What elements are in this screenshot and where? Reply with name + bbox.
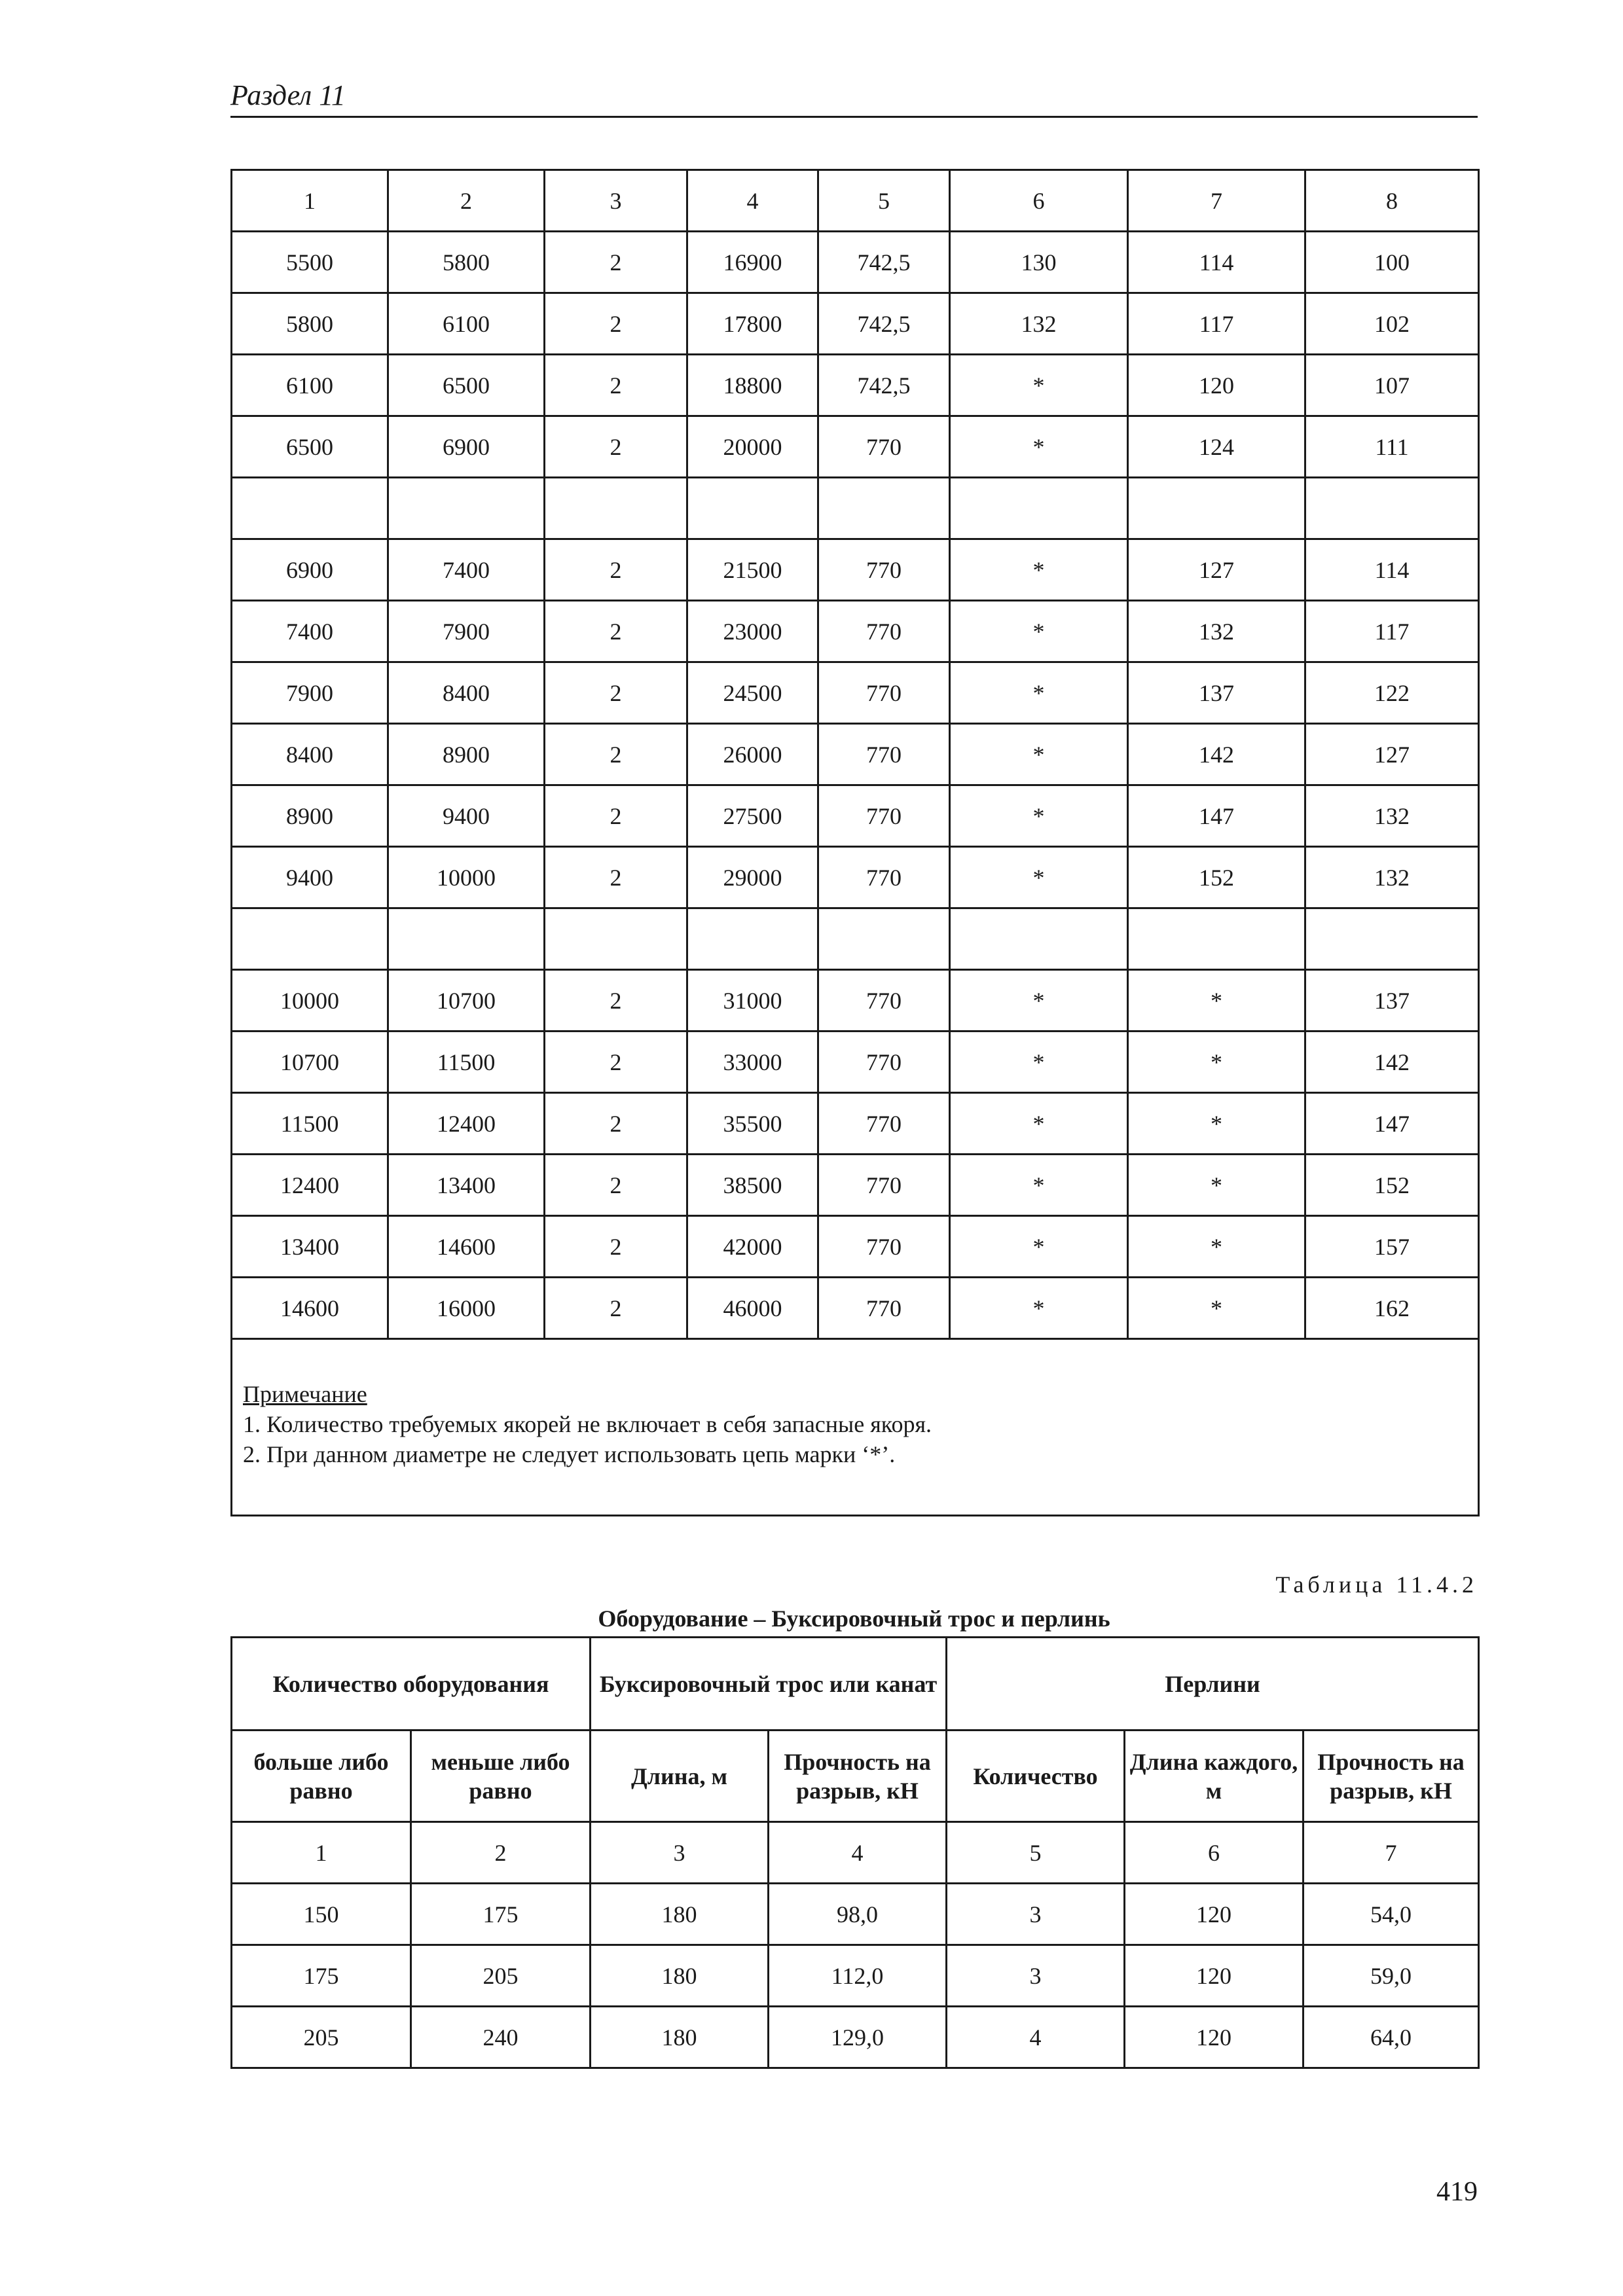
- header-hawsers: Перлини: [947, 1638, 1479, 1731]
- table-cell: [545, 908, 687, 970]
- table-cell: 6900: [232, 539, 388, 601]
- header-hawser-breaking-strength: Прочность на разрыв, кН: [1304, 1731, 1479, 1822]
- table-cell: 21500: [687, 539, 818, 601]
- table-cell: 2: [545, 1093, 687, 1155]
- table-cell: 9400: [232, 847, 388, 908]
- table-cell: 8: [1305, 170, 1479, 232]
- table-cell: 157: [1305, 1216, 1479, 1278]
- table-cell: 54,0: [1304, 1884, 1479, 1945]
- table-row: [232, 970, 1479, 1031]
- table-row: [232, 1216, 1479, 1278]
- table-cell: [687, 908, 818, 970]
- table-cell: 132: [1305, 847, 1479, 908]
- table-row: [232, 1031, 1479, 1093]
- table-cell: 120: [1125, 1884, 1304, 1945]
- table-cell: 175: [232, 1945, 411, 2007]
- table-cell: 14600: [388, 1216, 545, 1278]
- table-cell: 770: [818, 970, 950, 1031]
- table-row: [232, 847, 1479, 908]
- table-cell: 111: [1305, 416, 1479, 478]
- table-cell: 2: [545, 724, 687, 785]
- table-cell: *: [1128, 1278, 1305, 1339]
- table-cell: 11500: [232, 1093, 388, 1155]
- table-cell: 10700: [232, 1031, 388, 1093]
- table-cell: 13400: [232, 1216, 388, 1278]
- table-cell: 147: [1305, 1093, 1479, 1155]
- table-cell: 2: [545, 1216, 687, 1278]
- table-cell: 5: [947, 1822, 1125, 1884]
- table-cell: 770: [818, 662, 950, 724]
- table-cell: 137: [1128, 662, 1305, 724]
- table-cell: 770: [818, 539, 950, 601]
- table-cell: 8400: [232, 724, 388, 785]
- header-equipment-count: Количество оборудования: [232, 1638, 591, 1731]
- table-cell: 2: [388, 170, 545, 232]
- table-cell: 770: [818, 1216, 950, 1278]
- table-cell: 7: [1128, 170, 1305, 232]
- table-row: [232, 293, 1479, 355]
- table-cell: 7400: [232, 601, 388, 662]
- table-cell: 742,5: [818, 293, 950, 355]
- table-cell: 42000: [687, 1216, 818, 1278]
- table-cell: 2: [545, 1155, 687, 1216]
- table-cell: 8900: [232, 785, 388, 847]
- table-cell: 6: [950, 170, 1128, 232]
- table-cell: 2: [545, 1031, 687, 1093]
- table-cell: 98,0: [769, 1884, 947, 1945]
- table-cell: 8900: [388, 724, 545, 785]
- table-row: [232, 1884, 1479, 1945]
- table-cell: 6100: [388, 293, 545, 355]
- table-cell: *: [950, 416, 1128, 478]
- table-row: [232, 724, 1479, 785]
- table-row: [232, 232, 1479, 293]
- table-cell: 2: [545, 662, 687, 724]
- table-cell: [950, 908, 1128, 970]
- table-cell: 129,0: [769, 2007, 947, 2068]
- header-breaking-strength: Прочность на разрыв, кН: [769, 1731, 947, 1822]
- table-cell: 162: [1305, 1278, 1479, 1339]
- table-row: [232, 1155, 1479, 1216]
- table-cell: 770: [818, 1278, 950, 1339]
- table-cell: 2: [545, 539, 687, 601]
- table-cell: 3: [947, 1884, 1125, 1945]
- table-cell: [1128, 908, 1305, 970]
- table-cell: 38500: [687, 1155, 818, 1216]
- table-cell: *: [950, 1155, 1128, 1216]
- note-row: [232, 1339, 1479, 1516]
- table-cell: *: [1128, 1155, 1305, 1216]
- page-number: 419: [1436, 2177, 1478, 2207]
- table-cell: 132: [1128, 601, 1305, 662]
- table-cell: *: [950, 970, 1128, 1031]
- section-title: Раздел 11: [230, 79, 346, 111]
- table-cell: 5800: [388, 232, 545, 293]
- table-row: [232, 539, 1479, 601]
- table-cell: 27500: [687, 785, 818, 847]
- table-cell: 180: [591, 2007, 769, 2068]
- table-cell: 100: [1305, 232, 1479, 293]
- table-cell: 2: [545, 1278, 687, 1339]
- table-row: [232, 355, 1479, 416]
- table-cell: 114: [1305, 539, 1479, 601]
- table-cell: 1: [232, 1822, 411, 1884]
- table-cell: 770: [818, 1031, 950, 1093]
- table-cell: 6500: [388, 355, 545, 416]
- table-cell: [1305, 478, 1479, 539]
- table-cell: 180: [591, 1945, 769, 2007]
- table-cell: 16000: [388, 1278, 545, 1339]
- table-cell: 31000: [687, 970, 818, 1031]
- table-cell: 130: [950, 232, 1128, 293]
- table-row: [232, 908, 1479, 970]
- table-cell: 29000: [687, 847, 818, 908]
- table-cell: 9400: [388, 785, 545, 847]
- table-cell: 132: [950, 293, 1128, 355]
- table-cell: 114: [1128, 232, 1305, 293]
- table-cell: 6500: [232, 416, 388, 478]
- table-cell: 205: [411, 1945, 591, 2007]
- table-cell: *: [950, 785, 1128, 847]
- table-cell: *: [950, 724, 1128, 785]
- table-cell: 2: [545, 232, 687, 293]
- table-cell: 120: [1128, 355, 1305, 416]
- table-cell: 4: [947, 2007, 1125, 2068]
- page-header: [230, 72, 1478, 118]
- table-cell: 26000: [687, 724, 818, 785]
- table-cell: *: [950, 355, 1128, 416]
- table-cell: 2: [545, 785, 687, 847]
- table-cell: *: [1128, 1031, 1305, 1093]
- table-cell: 142: [1305, 1031, 1479, 1093]
- table-cell: 6900: [388, 416, 545, 478]
- table-cell: 152: [1305, 1155, 1479, 1216]
- table-row: [232, 478, 1479, 539]
- table-cell: *: [950, 1031, 1128, 1093]
- table-cell: 2: [411, 1822, 591, 1884]
- table-cell: 6100: [232, 355, 388, 416]
- table-cell: 770: [818, 1093, 950, 1155]
- table-cell: 5: [818, 170, 950, 232]
- table-cell: 33000: [687, 1031, 818, 1093]
- table-cell: 16900: [687, 232, 818, 293]
- table-cell: 59,0: [1304, 1945, 1479, 2007]
- table-cell: 2: [545, 847, 687, 908]
- table-cell: 7900: [232, 662, 388, 724]
- table-cell: 147: [1128, 785, 1305, 847]
- table-cell: 770: [818, 724, 950, 785]
- table-cell: *: [1128, 970, 1305, 1031]
- table-cell: 120: [1125, 1945, 1304, 2007]
- table-cell: *: [950, 1278, 1128, 1339]
- table-cell: [232, 478, 388, 539]
- table-cell: 17800: [687, 293, 818, 355]
- header-greater-or-equal: больше либо равно: [232, 1731, 411, 1822]
- table-cell: 13400: [388, 1155, 545, 1216]
- table-cell: 112,0: [769, 1945, 947, 2007]
- table-cell: 120: [1125, 2007, 1304, 2068]
- table-cell: *: [950, 1216, 1128, 1278]
- table-cell: [232, 908, 388, 970]
- table-cell: 2: [545, 293, 687, 355]
- table-cell: 240: [411, 2007, 591, 2068]
- table-cell: *: [950, 847, 1128, 908]
- table-note: [232, 1339, 1479, 1516]
- header-quantity: Количество: [947, 1731, 1125, 1822]
- table-cell: *: [1128, 1093, 1305, 1155]
- table-cell: 2: [545, 355, 687, 416]
- table-cell: 24500: [687, 662, 818, 724]
- table-cell: 7900: [388, 601, 545, 662]
- header-towline: Буксировочный трос или канат: [591, 1638, 947, 1731]
- table-cell: [950, 478, 1128, 539]
- table-cell: [1305, 908, 1479, 970]
- table-cell: *: [950, 601, 1128, 662]
- table-cell: 175: [411, 1884, 591, 1945]
- table-cell: 10700: [388, 970, 545, 1031]
- table-cell: 64,0: [1304, 2007, 1479, 2068]
- table-row: [232, 601, 1479, 662]
- table-row: [232, 1945, 1479, 2007]
- table-cell: 20000: [687, 416, 818, 478]
- table-cell: 2: [545, 601, 687, 662]
- table-cell: [1128, 478, 1305, 539]
- table-cell: 742,5: [818, 355, 950, 416]
- table-row: [232, 1093, 1479, 1155]
- note-line: 1. Количество требуемых якорей не включает в себя запасные якоря.: [243, 1411, 932, 1437]
- table-cell: 770: [818, 1155, 950, 1216]
- table-cell: 7: [1304, 1822, 1479, 1884]
- table-cell: 150: [232, 1884, 411, 1945]
- column-number-row: [232, 1822, 1479, 1884]
- table-cell: *: [1128, 1216, 1305, 1278]
- table-cell: 10000: [232, 970, 388, 1031]
- table-cell: 152: [1128, 847, 1305, 908]
- table-cell: 2: [545, 416, 687, 478]
- table-cell: 3: [591, 1822, 769, 1884]
- table-cell: 142: [1128, 724, 1305, 785]
- table-cell: 7400: [388, 539, 545, 601]
- table-cell: 770: [818, 847, 950, 908]
- table-cell: 6: [1125, 1822, 1304, 1884]
- table-cell: 35500: [687, 1093, 818, 1155]
- note-line: 2. При данном диаметре не следует использовать цепь марки ‘*’.: [243, 1441, 896, 1467]
- table-cell: 770: [818, 601, 950, 662]
- table-cell: 12400: [232, 1155, 388, 1216]
- table-row: [232, 662, 1479, 724]
- table-cell: 14600: [232, 1278, 388, 1339]
- table-cell: 107: [1305, 355, 1479, 416]
- table-cell: [388, 478, 545, 539]
- note-title: Примечание: [243, 1381, 367, 1407]
- table-row: [232, 1278, 1479, 1339]
- table-cell: 117: [1305, 601, 1479, 662]
- table-cell: 117: [1128, 293, 1305, 355]
- table-cell: 132: [1305, 785, 1479, 847]
- table-cell: 3: [947, 1945, 1125, 2007]
- table-cell: 3: [545, 170, 687, 232]
- table-cell: 8400: [388, 662, 545, 724]
- table-cell: 2: [545, 970, 687, 1031]
- table-cell: 5800: [232, 293, 388, 355]
- table-cell: *: [950, 662, 1128, 724]
- table-cell: *: [950, 539, 1128, 601]
- table-cell: 122: [1305, 662, 1479, 724]
- table-cell: 5500: [232, 232, 388, 293]
- table-row: [232, 2007, 1479, 2068]
- table-cell: 205: [232, 2007, 411, 2068]
- table-cell: 742,5: [818, 232, 950, 293]
- table-cell: 11500: [388, 1031, 545, 1093]
- table-cell: [687, 478, 818, 539]
- table-cell: [818, 478, 950, 539]
- header-length-each: Длина каждого, м: [1125, 1731, 1304, 1822]
- table-number: Таблица 11.4.2: [1275, 1571, 1478, 1598]
- anchor-table: [230, 169, 1480, 1516]
- table-cell: 770: [818, 416, 950, 478]
- table-cell: *: [950, 1093, 1128, 1155]
- table-cell: 12400: [388, 1093, 545, 1155]
- table-cell: 46000: [687, 1278, 818, 1339]
- table-cell: 4: [769, 1822, 947, 1884]
- header-length: Длина, м: [591, 1731, 769, 1822]
- towline-table: [230, 1636, 1480, 2069]
- table-cell: [388, 908, 545, 970]
- table-cell: 4: [687, 170, 818, 232]
- table-cell: 770: [818, 785, 950, 847]
- table-cell: 127: [1305, 724, 1479, 785]
- table-cell: 23000: [687, 601, 818, 662]
- table-cell: [818, 908, 950, 970]
- header-less-or-equal: меньше либо равно: [411, 1731, 591, 1822]
- table-row: [232, 416, 1479, 478]
- table-row: [232, 785, 1479, 847]
- table-cell: 102: [1305, 293, 1479, 355]
- column-number-row: [232, 170, 1479, 232]
- table-cell: 1: [232, 170, 388, 232]
- table-cell: 127: [1128, 539, 1305, 601]
- table-title: Оборудование – Буксировочный трос и перлинь: [598, 1605, 1110, 1632]
- table-cell: 10000: [388, 847, 545, 908]
- table-cell: 180: [591, 1884, 769, 1945]
- table-cell: 137: [1305, 970, 1479, 1031]
- table-cell: 124: [1128, 416, 1305, 478]
- table-cell: [545, 478, 687, 539]
- table-cell: 18800: [687, 355, 818, 416]
